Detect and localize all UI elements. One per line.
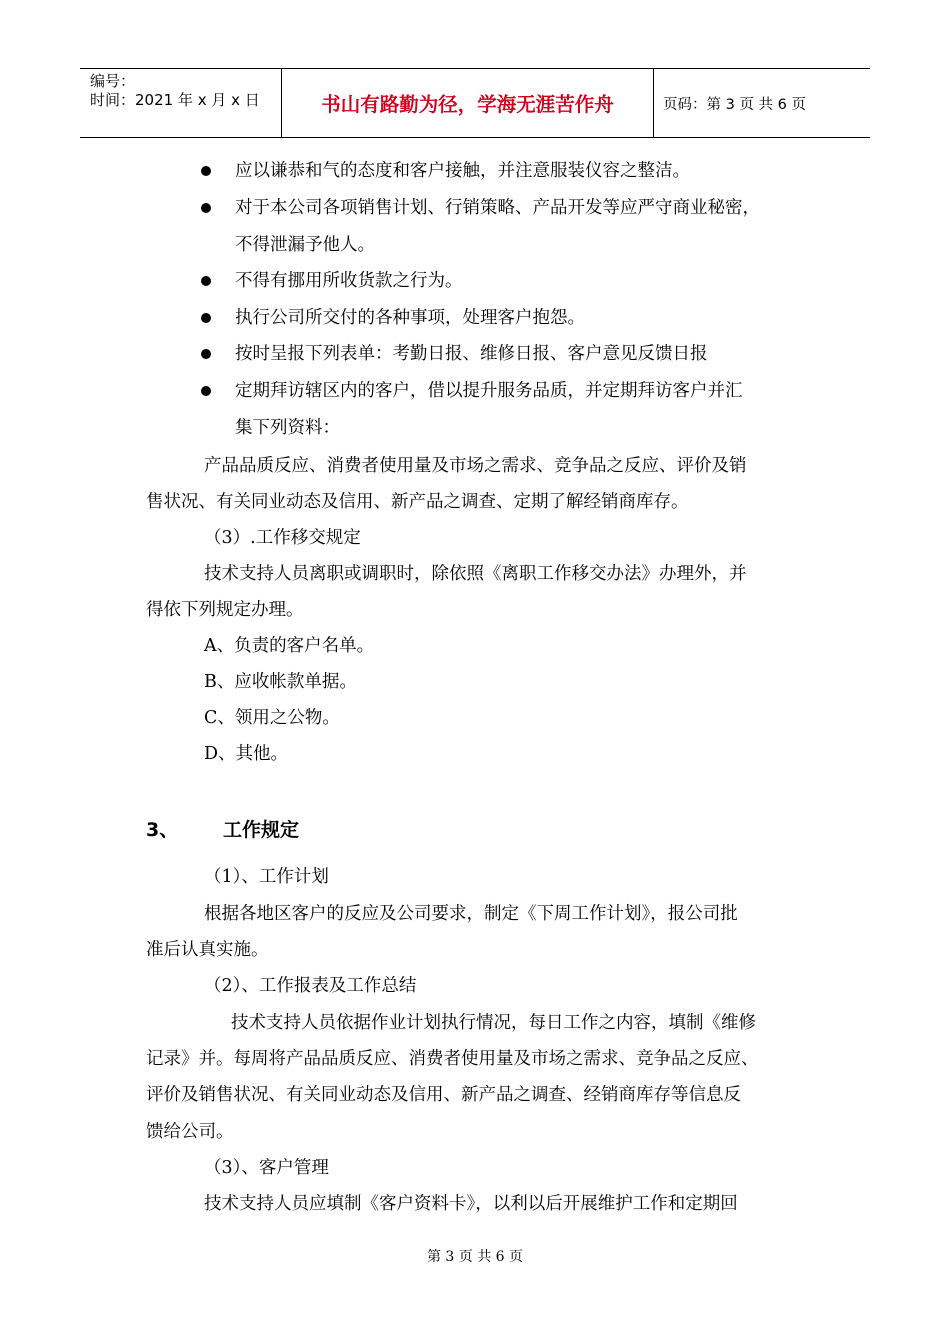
bullet-dot-icon [201,276,211,286]
list-item: C、领用之公物。 [204,708,340,728]
subheading: （1）、工作计划 [204,867,329,887]
page-header [80,68,870,138]
section-number: 3、 [146,819,179,841]
paragraph-line: 准后认真实施。 [146,940,269,960]
page-footer: 第 3 页 共 6 页 [426,1249,524,1265]
list-item: 按时呈报下列表单：考勤日报、维修日报、客户意见反馈日报 [235,344,708,364]
bullet-dot-icon [201,203,211,213]
header-page-info: 页码：第 3 页 共 6 页 [663,96,806,113]
bullet-dot-icon [201,313,211,323]
list-item: 对于本公司各项销售计划、行销策略、产品开发等应严守商业秘密， [235,198,760,218]
paragraph-line: 评价及销售状况、有关同业动态及信用、新产品之调查、经销商库存等信息反 [146,1085,741,1105]
paragraph-line: 记录》并。每周将产品品质反应、消费者使用量及市场之需求、竞争品之反应、 [146,1049,759,1069]
header-motto: 书山有路勤为径，学海无涯苦作舟 [282,69,654,137]
subheading: （3）.工作移交规定 [204,528,361,548]
subheading: （3）、客户管理 [204,1158,329,1178]
paragraph-line: 售状况、有关同业动态及信用、新产品之调查、定期了解经销商库存。 [146,492,689,512]
bullet-dot-icon [201,349,211,359]
list-item: 定期拜访辖区内的客户，借以提升服务品质，并定期拜访客户并汇 [235,381,743,401]
list-item-continuation: 集下列资料： [235,418,340,438]
list-item: D、其他。 [204,744,289,764]
document-date: 时间：2021 年 x 月 x 日 [90,91,260,109]
bullet-dot-icon [201,386,211,396]
paragraph-line: 技术支持人员应填制《客户资料卡》，以利以后开展维护工作和定期回 [204,1194,738,1214]
subheading: （2）、工作报表及工作总结 [204,976,417,996]
list-item: 不得有挪用所收货款之行为。 [235,271,463,291]
list-item: 执行公司所交付的各种事项，处理客户抱怨。 [235,308,585,328]
section-title: 工作规定 [223,819,300,841]
list-item: A、负责的客户名单。 [204,636,375,656]
list-item: B、应收帐款单据。 [204,672,357,692]
paragraph-line: 技术支持人员离职或调职时，除依照《离职工作移交办法》办理外，并 [204,564,747,584]
paragraph-line: 得依下列规定办理。 [146,600,304,620]
paragraph-line: 产品品质反应、消费者使用量及市场之需求、竞争品之反应、评价及销 [204,456,747,476]
header-meta [80,69,282,137]
paragraph-line: 根据各地区客户的反应及公司要求，制定《下周工作计划》，报公司批 [204,904,738,924]
paragraph-line: 馈给公司。 [146,1122,234,1142]
paragraph-line: 技术支持人员依据作业计划执行情况，每日工作之内容，填制《维修 [231,1013,756,1033]
bullet-dot-icon [201,166,211,176]
list-item-continuation: 不得泄漏予他人。 [235,235,375,255]
document-number-label: 编号： [90,72,136,90]
list-item: 应以谦恭和气的态度和客户接触，并注意服装仪容之整洁。 [235,161,690,181]
